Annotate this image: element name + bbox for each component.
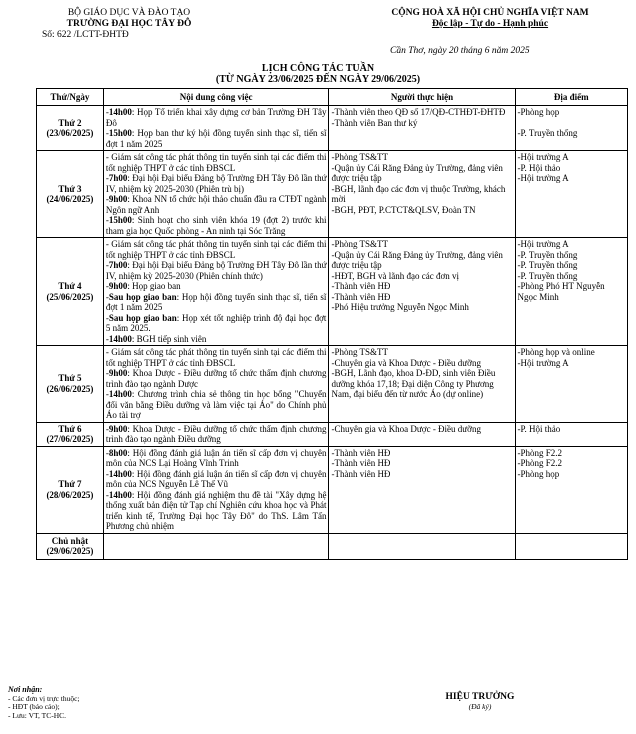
country-name: CỘNG HOÀ XÃ HỘI CHỦ NGHĨA VIỆT NAM — [391, 8, 589, 18]
day-date: (26/06/2025) — [46, 383, 94, 394]
person-item: -Phòng TS&TT — [331, 239, 389, 249]
place-item — [518, 118, 625, 129]
place-item: -Hội trường A — [517, 173, 569, 183]
person-item: -Phòng TS&TT — [331, 152, 389, 162]
content-text: - Giám sát công tác phát thông tin tuyển sinh tại các điểm thi tốt nghiệp THPT ở các tỉnh ĐBSCL — [105, 152, 327, 173]
dateline: Cần Thơ, ngày 20 tháng 6 năm 2025 — [390, 46, 530, 56]
content-cell — [103, 422, 329, 446]
person-item: -Thành viên HĐ — [331, 281, 391, 291]
content-text: : Họp Tổ triển khai xây dựng cơ bản Trường ĐH Tây Đô — [105, 107, 327, 128]
place-item: -P. Truyền thống — [517, 270, 578, 281]
content-cell — [103, 446, 329, 533]
national-motto: Độc lập - Tự do - Hạnh phúc — [431, 19, 549, 29]
place-cell — [515, 151, 627, 238]
place-item: -Phòng họp — [517, 468, 560, 479]
content-item: -7h00: Đại hội Đại biểu Đảng bộ Trường ĐH Tây Đô lần thứ IV, nhiệm kỳ 2025-2030 (Phiên trù bị) — [105, 173, 327, 194]
table-row — [37, 151, 628, 238]
person-item: -BGH, Lãnh đạo, khoa D-ĐD, sinh viên Điều dưỡng khóa 17,18; Đại diện Công ty Phương Nam, đại biểu đến từ nước Áo (dự online) — [331, 368, 496, 399]
person-cell — [329, 422, 515, 446]
day-name: Thứ 6 — [58, 423, 82, 434]
recipients-block — [8, 686, 80, 720]
content-time: 14h00 — [108, 468, 132, 479]
table-row — [37, 533, 628, 559]
person-item: -Quận ủy Cái Răng Đảng ủy Trường, đảng viên được triệu tập — [331, 162, 503, 183]
person-item: -Quận ủy Cái Răng Đảng ủy Trường, đảng viên được triệu tập — [331, 249, 503, 270]
header-person: Người thực hiện — [329, 89, 515, 106]
content-time: 9h00 — [108, 368, 128, 378]
content-time: 14h00 — [108, 389, 132, 399]
content-text: : Hội đồng đánh giá luận án tiến sĩ cấp đơn vị chuyên môn của NCS Lại Hoàng Vĩnh Trinh — [105, 447, 327, 468]
place-item: -Phòng Phó HT Nguyễn Ngọc Minh — [517, 281, 605, 302]
recipient-item: - Các đơn vị trực thuộc; — [8, 693, 80, 703]
day-cell — [37, 422, 104, 446]
place-item: -Hội trường A — [517, 357, 569, 368]
person-item: -Phó Hiệu trưởng Nguyễn Ngọc Minh — [331, 302, 469, 312]
content-item: -9h00: Khoa Dược - Điều dưỡng tổ chức thẩm định chương trình đào tạo ngành Dược — [105, 368, 327, 389]
place-cell — [515, 106, 627, 151]
content-text: : Họp ban thư ký hội đồng tuyển sinh thạc sĩ, tiến sĩ đợt 1 năm 2025 — [105, 128, 327, 149]
person-cell — [329, 446, 515, 533]
content-time: 9h00 — [108, 194, 128, 204]
content-text: : Sinh hoạt cho sinh viên khóa 19 (đợt 2) trước khi tham gia học Quốc phòng - An ninh tại Sóc Trăng — [105, 215, 327, 236]
content-time: 7h00 — [108, 173, 128, 183]
table-row — [37, 446, 628, 533]
content-text: : Đại hội Đại biểu Đảng bộ Trường ĐH Tây Đô lần thứ IV, nhiệm kỳ 2025-2030 (Phiên trù bị) — [105, 173, 327, 194]
content-item — [106, 152, 327, 173]
content-item: -15h00: Sinh hoạt cho sinh viên khóa 19 (đợt 2) trước khi tham gia học Quốc phòng - An ninh tại Sóc Trăng — [105, 215, 327, 236]
signature-block — [420, 692, 540, 711]
place-cell — [515, 533, 627, 559]
header-content: Nội dung công việc — [103, 89, 329, 106]
ministry-name: BỘ GIÁO DỤC VÀ ĐÀO TẠO — [67, 8, 191, 18]
content-item: -8h00: Hội đồng đánh giá luận án tiến sĩ cấp đơn vị chuyên môn của NCS Lại Hoàng Vĩnh Trinh — [105, 447, 327, 468]
content-time: 14h00 — [108, 489, 132, 500]
day-cell — [37, 151, 104, 238]
place-item: -Phòng họp và online — [517, 347, 595, 357]
table-row — [37, 422, 628, 446]
day-date: (25/06/2025) — [46, 291, 94, 302]
university-name: TRƯỜNG ĐẠI HỌC TÂY ĐÔ — [66, 19, 192, 29]
day-name: Thứ 5 — [58, 373, 82, 384]
day-name: Chủ nhật — [51, 535, 89, 546]
content-text: - Giám sát công tác phát thông tin tuyển sinh tại các điểm thi tốt nghiệp THPT ở các tỉnh ĐBSCL — [105, 239, 327, 260]
table-header-row — [37, 89, 628, 106]
day-cell — [37, 106, 104, 151]
day-cell — [37, 533, 104, 559]
content-item: -14h00: Chương trình chia sẻ thông tin học bổng "Chuyển đổi văn bằng Điều dưỡng và làm việc tại Áo" do Chính phủ Áo tài trợ — [105, 389, 327, 420]
place-item: -Phòng họp — [517, 107, 560, 117]
day-date: (29/06/2025) — [46, 546, 94, 556]
day-name: Thứ 7 — [58, 479, 82, 489]
table-row — [37, 238, 628, 346]
content-time: 8h00 — [108, 447, 128, 458]
person-cell — [329, 238, 515, 346]
content-item: -15h00: Họp ban thư ký hội đồng tuyển sinh thạc sĩ, tiến sĩ đợt 1 năm 2025 — [105, 128, 327, 149]
content-text: : Họp hội đồng tuyển sinh thạc sĩ, tiến sĩ đợt 1 năm 2025 — [105, 291, 327, 312]
person-cell — [329, 346, 515, 423]
day-date: (24/06/2025) — [46, 194, 94, 204]
person-item: -Thành viên HĐ — [331, 291, 391, 302]
content-item — [106, 239, 327, 260]
content-time: 14h00 — [108, 107, 132, 117]
content-item: -14h00: Hội đồng đánh giá nghiệm thu đề tài "Xây dựng hệ thống xuất bản điện tử Tạp chí Nghiên cứu khoa học và Phát triển kinh tế, Trường Đại học Tây Đô" do ThS. Lâm Tấn Phương chủ nhiệm — [105, 489, 327, 531]
content-text: : Hội đồng đánh giá nghiệm thu đề tài "Xây dựng hệ thống xuất bản điện tử Tạp chí Nghiên cứu khoa học và Phát triển kinh tế, Trường Đại học Tây Đô" do ThS. Lâm Tấn Phương chủ nhiệm — [105, 489, 327, 531]
content-item: -14h00: Họp Tổ triển khai xây dựng cơ bản Trường ĐH Tây Đô — [105, 107, 327, 128]
day-cell — [37, 446, 104, 533]
content-text: - Giám sát công tác phát thông tin tuyển sinh tại các điểm thi tốt nghiệp THPT ở các tỉnh ĐBSCL — [105, 347, 327, 368]
content-time: 7h00 — [108, 260, 128, 270]
content-text: : Chương trình chia sẻ thông tin học bổng "Chuyển đổi văn bằng Điều dưỡng và làm việc tại Áo" do Chính phủ Áo tài trợ — [105, 389, 327, 420]
place-item: -Phòng F2.2 — [517, 458, 563, 468]
place-cell — [515, 238, 627, 346]
person-item: -Phòng TS&TT — [331, 347, 389, 357]
header-day: Thứ/Ngày — [37, 89, 104, 106]
place-cell — [515, 422, 627, 446]
content-time: Sau họp giao ban — [108, 312, 177, 323]
place-cell — [515, 346, 627, 423]
person-item: -Chuyên gia và Khoa Dược - Điều dưỡng — [331, 357, 481, 368]
content-time: 15h00 — [108, 128, 132, 138]
content-cell — [103, 346, 329, 423]
day-name: Thứ 4 — [58, 281, 82, 291]
place-item: -P. Hội thảo — [517, 162, 561, 173]
recipients-title: Nơi nhận: — [8, 685, 43, 694]
content-text: : Khoa Dược - Điều dưỡng tổ chức thẩm định chương trình đào tạo ngành Dược — [105, 368, 327, 389]
person-item: -Thành viên Ban thư ký — [331, 117, 418, 128]
document-title: LỊCH CÔNG TÁC TUẦN — [261, 63, 375, 74]
content-text: : Họp xét tốt nghiệp trình độ đại học đợt 5 năm 2025. — [105, 312, 327, 333]
person-cell — [329, 106, 515, 151]
day-date: (27/06/2025) — [46, 434, 94, 444]
recipient-item: - Lưu: VT, TC-HC. — [8, 710, 67, 720]
place-item: -P. Truyền thống — [517, 249, 578, 260]
person-item: -Thành viên HĐ — [331, 447, 391, 458]
content-item: -7h00: Đại hội Đại biểu Đảng bộ Trường ĐH Tây Đô lần thứ IV, nhiệm kỳ 2025-2030 (Phiên chính thức) — [105, 260, 327, 281]
day-name: Thứ 3 — [58, 183, 82, 194]
day-date: (28/06/2025) — [46, 489, 94, 500]
person-item: -BGH, PĐT, P.CTCT&QLSV, Đoàn TN — [331, 204, 476, 215]
content-item: -Sau họp giao ban: Họp hội đồng tuyển sinh thạc sĩ, tiến sĩ đợt 1 năm 2025 — [105, 291, 327, 312]
content-cell — [103, 106, 329, 151]
national-header — [350, 8, 630, 30]
content-cell — [103, 533, 329, 559]
day-cell — [37, 346, 104, 423]
place-cell — [515, 446, 627, 533]
place-item: -Phòng F2.2 — [517, 447, 563, 458]
content-text: : BGH tiếp sinh viên — [131, 333, 207, 344]
document-number: Số: 622 /LCTT-ĐHTĐ — [42, 30, 129, 40]
person-cell — [329, 533, 515, 559]
place-item: -Hội trường A — [517, 239, 569, 249]
recipient-item: - HĐT (báo cáo); — [8, 702, 60, 711]
place-item: -P. Truyền thống — [517, 128, 578, 138]
person-item: -BGH, lãnh đạo các đơn vị thuộc Trường, khách mời — [331, 183, 506, 204]
content-cell — [103, 238, 329, 346]
person-item: -Thành viên HĐ — [331, 468, 391, 479]
document-subtitle: (TỪ NGÀY 23/06/2025 ĐẾN NGÀY 29/06/2025) — [215, 74, 421, 85]
place-item: -Hội trường A — [517, 152, 569, 162]
schedule-body — [37, 106, 628, 560]
header-place: Địa điểm — [515, 89, 627, 106]
signer-note: (Đã ký) — [468, 702, 492, 711]
table-row — [37, 106, 628, 151]
schedule-table — [36, 88, 628, 560]
content-text: : Hội đồng đánh giá luận án tiến sĩ cấp đơn vị chuyên môn của NCS Nguyễn Lê Thế Vũ — [105, 468, 327, 489]
day-date: (23/06/2025) — [46, 128, 94, 138]
content-item: -14h00: BGH tiếp sinh viên — [105, 333, 207, 344]
day-name: Thứ 2 — [58, 117, 82, 128]
content-item: -9h00: Khoa Dược - Điều dưỡng tổ chức thẩm định chương trình đào tạo ngành Điều dưỡng — [105, 423, 327, 444]
person-item: -Chuyên gia và Khoa Dược - Điều dưỡng — [331, 423, 481, 434]
content-time: 14h00 — [108, 333, 132, 344]
place-item: -P. Hội thảo — [517, 423, 561, 434]
place-item: -P. Truyền thống — [517, 260, 578, 270]
content-item: -9h00: Khoa NN tổ chức hội thảo chuẩn đầu ra CTĐT ngành Ngôn ngữ Anh — [105, 194, 327, 215]
content-text: : Khoa Dược - Điều dưỡng tổ chức thẩm định chương trình đào tạo ngành Điều dưỡng — [105, 423, 327, 444]
person-item: -Thành viên HĐ — [331, 458, 391, 468]
content-item: -14h00: Hội đồng đánh giá luận án tiến sĩ cấp đơn vị chuyên môn của NCS Nguyễn Lê Thế Vũ — [105, 468, 327, 489]
content-cell — [103, 151, 329, 238]
content-text: : Họp giao ban — [127, 281, 181, 291]
person-item: -HĐT, BGH và lãnh đạo các đơn vị — [331, 270, 460, 281]
table-row — [37, 346, 628, 423]
person-item: -Thành viên theo QĐ số 17/QĐ-CTHĐT-ĐHTĐ — [331, 107, 506, 117]
person-cell — [329, 151, 515, 238]
content-text: : Đại hội Đại biểu Đảng bộ Trường ĐH Tây Đô lần thứ IV, nhiệm kỳ 2025-2030 (Phiên chính thức) — [105, 260, 327, 281]
org-header — [14, 8, 244, 41]
content-text: : Khoa NN tổ chức hội thảo chuẩn đầu ra CTĐT ngành Ngôn ngữ Anh — [105, 194, 327, 215]
content-item — [106, 347, 327, 368]
day-cell — [37, 238, 104, 346]
content-time: 15h00 — [108, 215, 132, 225]
content-item: -9h00: Họp giao ban — [105, 281, 181, 291]
content-time: 9h00 — [108, 281, 128, 291]
content-time: Sau họp giao ban — [108, 291, 177, 302]
content-time: 9h00 — [108, 423, 128, 434]
content-item: -Sau họp giao ban: Họp xét tốt nghiệp trình độ đại học đợt 5 năm 2025. — [105, 312, 327, 333]
signer-title: HIỆU TRƯỞNG — [445, 692, 515, 702]
